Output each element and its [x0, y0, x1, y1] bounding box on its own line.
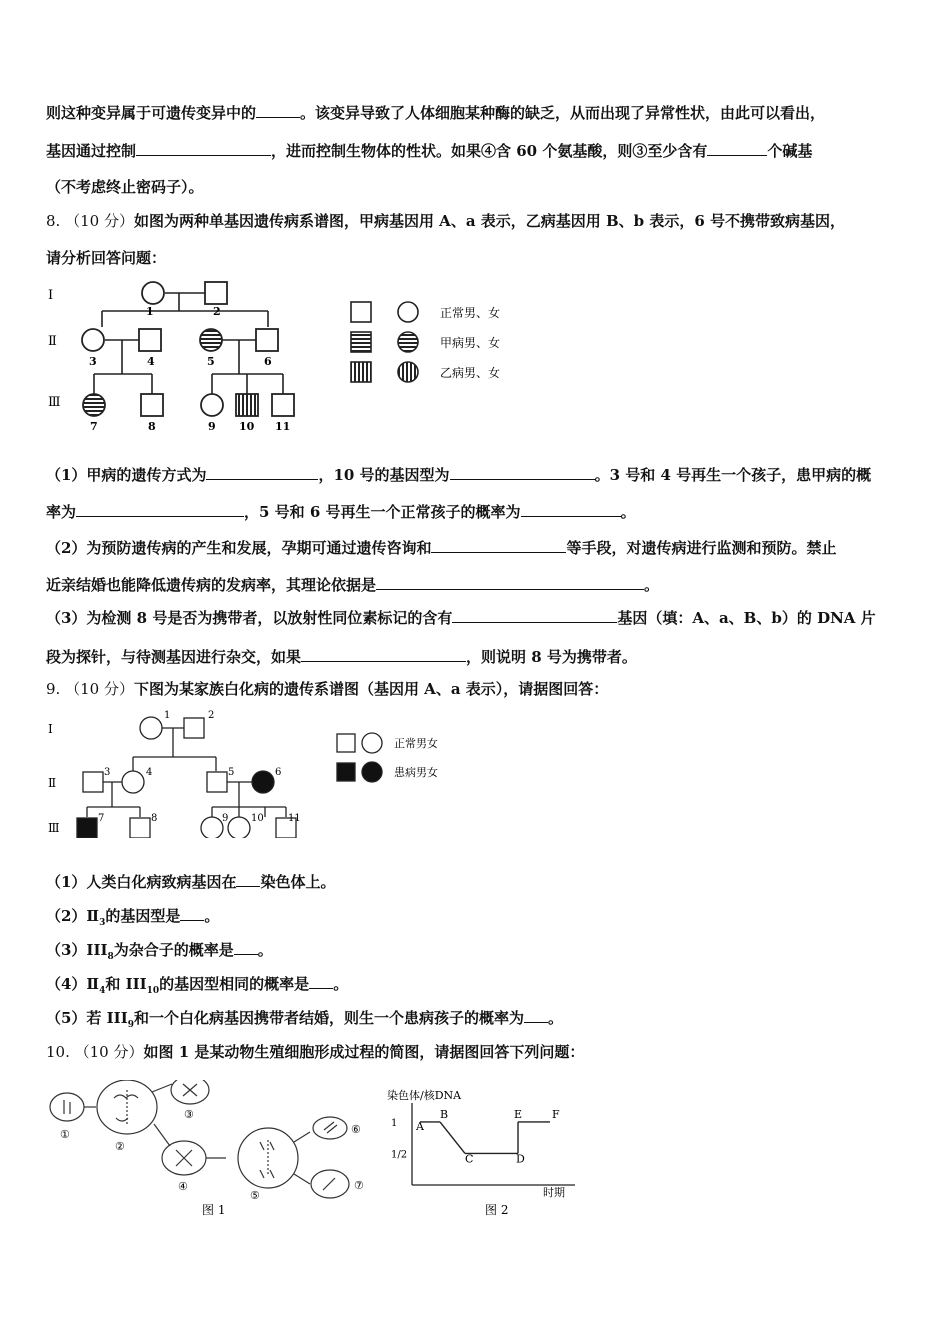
q8-pedigree-figure: [42, 278, 502, 433]
cell-label-1: ①: [60, 1128, 70, 1141]
q8-stem-2: 请分析回答问题：: [46, 249, 167, 267]
cell-label-2: ②: [115, 1140, 125, 1153]
q10-figure-1: [42, 1080, 382, 1220]
legend-jia-male: [351, 332, 371, 352]
individual-6: [256, 329, 278, 351]
legend-normal-label: 正常男、女: [440, 306, 501, 320]
answer-blank[interactable]: [136, 139, 271, 156]
gen-label-III: Ⅲ: [48, 821, 60, 835]
cell-label-6: ⑥: [351, 1123, 361, 1136]
individual-8: [130, 818, 150, 838]
q8-part2-line-1: （2）为预防遗传病的产生和发展，孕期可通过遗传咨询和 等手段，对遗传病进行监测和预防。禁止: [46, 536, 910, 559]
id-7: 7: [90, 420, 98, 433]
cell-6: [313, 1117, 347, 1139]
chart-point-C: C: [465, 1152, 474, 1166]
answer-blank[interactable]: [206, 463, 318, 480]
q8-part2-line-2: 近亲结婚也能降低遗传病的发病率，其理论依据是 。: [46, 573, 910, 596]
legend-normal-female: [398, 302, 418, 322]
id-9: 9: [208, 420, 216, 433]
id-1: 1: [164, 710, 171, 721]
gen-label-II: Ⅱ: [48, 334, 57, 349]
id-4: 4: [146, 767, 153, 778]
legend-normal-female: [362, 733, 382, 753]
id-10: 10: [239, 420, 255, 433]
individual-6-affected: [252, 771, 274, 793]
cell-label-7: ⑦: [354, 1179, 364, 1192]
answer-blank[interactable]: [180, 904, 204, 921]
cell-label-3: ③: [184, 1108, 194, 1121]
q10-figure-2-chart: [385, 1088, 585, 1218]
gen-label-I: Ⅰ: [48, 288, 54, 303]
figure-1-caption: 图 1: [202, 1203, 226, 1217]
gen-label-I: Ⅰ: [48, 722, 53, 736]
q9-stem: 9. （10 分）下图为某家族白化病的遗传系谱图（基因用 A、a 表示），请据图回答：: [46, 680, 609, 698]
individual-10-affected-yi: [236, 394, 258, 416]
q8-part3-line-2: 段为探针，与待测基因进行杂交，如果 ，则说明 8 号为携带者。: [46, 645, 910, 668]
legend-normal-male: [337, 734, 355, 752]
cell-label-4: ④: [178, 1180, 188, 1193]
legend-normal-label: 正常男女: [394, 737, 438, 750]
answer-blank[interactable]: [431, 536, 566, 553]
id-2: 2: [213, 305, 221, 318]
chart-xlabel: 时期: [543, 1186, 565, 1199]
individual-4: [139, 329, 161, 351]
individual-1: [140, 717, 162, 739]
individual-9: [201, 817, 223, 838]
id-10: 10: [251, 813, 264, 824]
gen-label-III: Ⅲ: [48, 395, 61, 410]
gen-label-II: Ⅱ: [48, 776, 57, 790]
legend-jia-label: 甲病男、女: [440, 336, 501, 350]
answer-blank[interactable]: [234, 938, 258, 955]
legend-normal-male: [351, 302, 371, 322]
answer-blank[interactable]: [301, 645, 466, 662]
id-11: 11: [275, 420, 291, 433]
id-5: 5: [228, 767, 235, 778]
individual-5: [207, 772, 227, 792]
individual-7-affected-jia: [83, 394, 105, 416]
chart-point-A: A: [416, 1119, 424, 1133]
individual-3: [82, 329, 104, 351]
chart-ytick-0: 1/2: [391, 1149, 408, 1161]
id-6: 6: [275, 767, 282, 778]
individual-1: [142, 282, 164, 304]
id-3: 3: [104, 767, 111, 778]
legend-affected-label: 患病男女: [394, 766, 438, 779]
chart-ylabel: 染色体/核DNA: [387, 1089, 462, 1102]
q8-part3-line-1: （3）为检测 8 号是否为携带者，以放射性同位素标记的含有 基因（填：A、a、B、b）的 DNA 片: [46, 606, 910, 629]
q8-part1-line-1: （1）甲病的遗传方式为 ，10 号的基因型为 。3 号和 4 号再生一个孩子，患甲病的概: [46, 463, 910, 486]
q9-sub-3: $(3)III_8$为杂合子的概率是 。: [46, 938, 910, 968]
legend-yi-label: 乙病男、女: [440, 366, 501, 380]
cell-7: [311, 1170, 349, 1198]
answer-blank[interactable]: [521, 500, 621, 517]
id-3: 3: [89, 355, 97, 368]
answer-blank[interactable]: [256, 101, 300, 118]
answer-blank[interactable]: [524, 1006, 548, 1023]
individual-2: [205, 282, 227, 304]
q7-line-1: 则这种变异属于可遗传变异中的 。该变异导致了人体细胞某种酶的缺乏，从而出现了异常性状，由此可以看出，: [46, 101, 910, 124]
id-2: 2: [208, 710, 215, 721]
individual-2: [184, 718, 204, 738]
id-8: 8: [151, 813, 158, 824]
individual-5-affected-jia: [200, 329, 222, 351]
cell-3: [171, 1080, 209, 1104]
legend-yi-male: [351, 362, 371, 382]
answer-blank[interactable]: [76, 500, 244, 517]
id-4: 4: [147, 355, 155, 368]
q9-sub-4: $(4)Ⅱ_4$和 $III_{10}$的基因型相同的概率是 。: [46, 972, 910, 1002]
id-7: 7: [98, 813, 105, 824]
legend-yi-female: [398, 362, 418, 382]
q9-pedigree-figure: [42, 708, 462, 838]
individual-4: [122, 771, 144, 793]
chart-point-B: B: [440, 1107, 449, 1121]
id-8: 8: [148, 420, 156, 433]
q9-sub-5: （5）若 $III_9$和一个白化病基因携带者结婚，则生一个患病孩子的概率为 。: [46, 1006, 910, 1036]
chart-point-D: D: [516, 1152, 525, 1166]
q7-line-2: 基因通过控制 ，进而控制生物体的性状。如果④含 60 个氨基酸，则③至少含有 个碱基: [46, 139, 910, 162]
q7-line-3: （不考虑终止密码子）。: [46, 178, 204, 196]
answer-blank[interactable]: [376, 573, 644, 590]
individual-11: [272, 394, 294, 416]
answer-blank[interactable]: [236, 870, 260, 887]
chart-segment-BC: [440, 1122, 465, 1154]
individual-3: [83, 772, 103, 792]
chart-point-E: E: [514, 1107, 523, 1121]
answer-blank[interactable]: [707, 139, 767, 156]
id-5: 5: [207, 355, 215, 368]
q10-stem: 10. （10 分）如图 1 是某动物生殖细胞形成过程的简图，请据图回答下列问题：: [46, 1043, 585, 1061]
q9-sub-2: $(2)Ⅱ_3$的基因型是 。: [46, 904, 910, 934]
legend-affected-male: [337, 763, 355, 781]
chart-ytick-1: 1: [391, 1117, 398, 1129]
individual-7-affected: [77, 818, 97, 838]
id-11: 11: [288, 813, 301, 824]
answer-blank[interactable]: [452, 606, 617, 623]
legend-affected-female: [362, 762, 382, 782]
answer-blank[interactable]: [309, 972, 333, 989]
individual-8: [141, 394, 163, 416]
q8-part1-line-2: 率为 ，5 号和 6 号再生一个正常孩子的概率为 。: [46, 500, 910, 523]
individual-10: [228, 817, 250, 838]
cell-1: [50, 1093, 84, 1121]
legend-jia-female: [398, 332, 418, 352]
figure-2-caption: 图 2: [485, 1203, 509, 1217]
chart-point-F: F: [552, 1107, 560, 1121]
id-9: 9: [222, 813, 229, 824]
id-6: 6: [264, 355, 272, 368]
individual-9: [201, 394, 223, 416]
answer-blank[interactable]: [450, 463, 595, 480]
q8-stem-1: 8. （10 分）如图为两种单基因遗传病系谱图，甲病基因用 A、a 表示，乙病基因用 B、b 表示，6 号不携带致病基因，: [46, 212, 846, 230]
q9-sub-1: （1）人类白化病致病基因在 染色体上。: [46, 870, 910, 893]
cell-label-5: ⑤: [250, 1189, 260, 1202]
id-1: 1: [146, 305, 154, 318]
